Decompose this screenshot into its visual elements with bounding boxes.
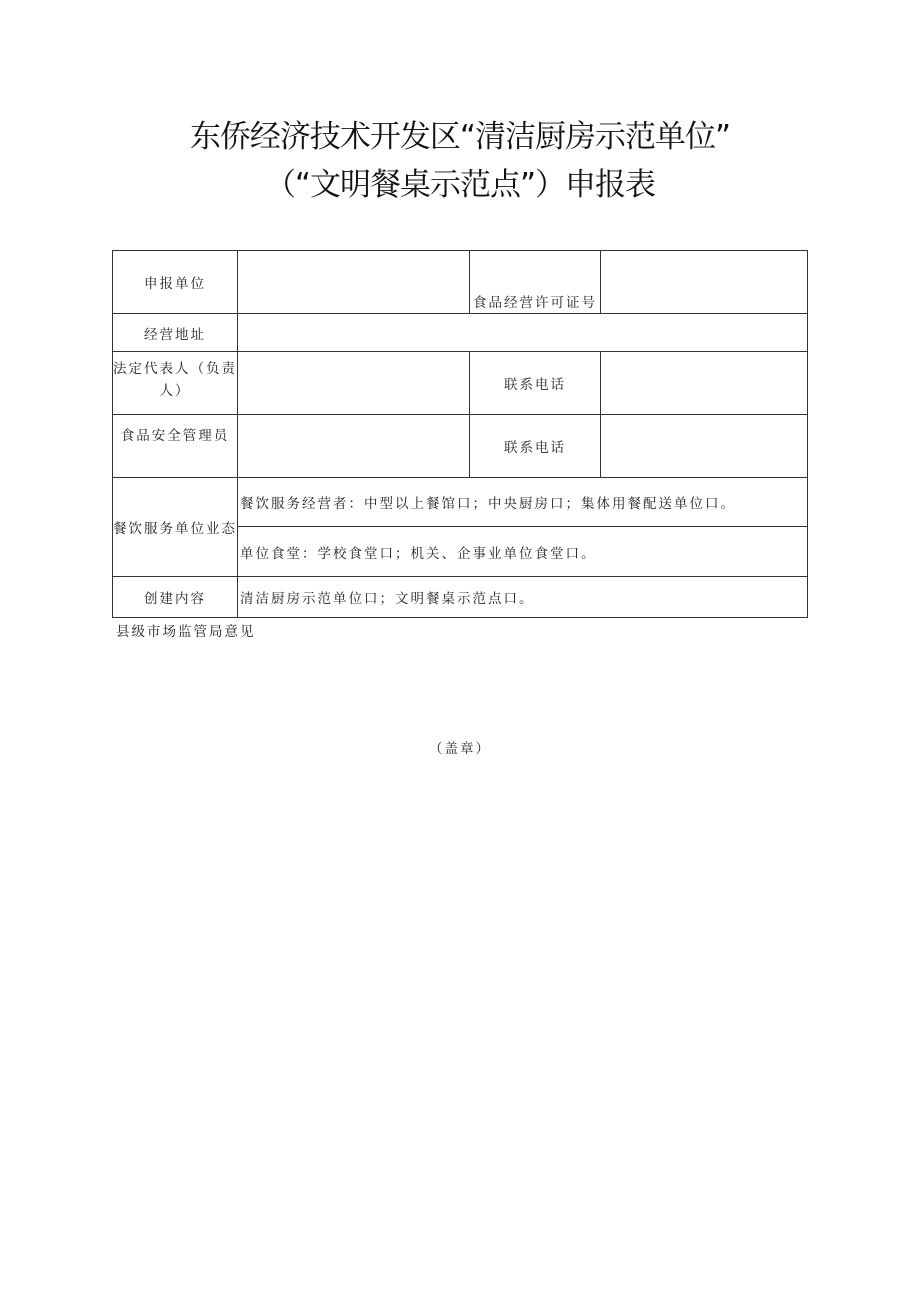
- phone-field-1[interactable]: [601, 352, 808, 415]
- opinion-label: 县级市场监管局意见: [116, 624, 256, 640]
- row-creation: [113, 577, 808, 618]
- applicant-field[interactable]: [238, 251, 470, 314]
- legal-rep-label: 法定代表人（负责人）: [113, 352, 238, 415]
- row-address: [113, 314, 808, 352]
- stamp-label: （盖章）: [429, 741, 491, 757]
- row-safety-manager: [113, 415, 808, 478]
- row-applicant: [113, 251, 808, 314]
- creation-label: 创建内容: [113, 577, 238, 618]
- license-label: 食品经营许可证号: [470, 251, 601, 314]
- safety-manager-field[interactable]: [238, 415, 470, 478]
- address-field[interactable]: [238, 314, 808, 352]
- business-type-option-restaurant: 餐饮服务经营者：中型以上餐馆口；中央厨房口；集体用餐配送单位口。: [238, 478, 808, 527]
- page-title-line-1: 东侨经济技术开发区“清洁厨房示范单位”: [189, 119, 731, 155]
- phone-field-2[interactable]: [601, 415, 808, 478]
- applicant-label: 申报单位: [113, 251, 238, 314]
- legal-rep-field[interactable]: [238, 352, 470, 415]
- address-label: 经营地址: [113, 314, 238, 352]
- phone-label-1: 联系电话: [470, 352, 601, 415]
- page-title-line-2: （“文明餐桌示范点”）申报表: [264, 167, 656, 203]
- business-type-option-canteen: 单位食堂：学校食堂口；机关、企事业单位食堂口。: [238, 527, 808, 577]
- business-type-label: 餐饮服务单位业态: [113, 478, 238, 577]
- license-field[interactable]: [601, 251, 808, 314]
- phone-label-2: 联系电话: [470, 415, 601, 478]
- row-business-type-1: [113, 478, 808, 527]
- safety-manager-label: 食品安全管理员: [113, 415, 238, 478]
- row-legal-rep: [113, 352, 808, 415]
- application-form-table: [112, 250, 808, 618]
- creation-options: 清洁厨房示范单位口；文明餐桌示范点口。: [238, 577, 808, 618]
